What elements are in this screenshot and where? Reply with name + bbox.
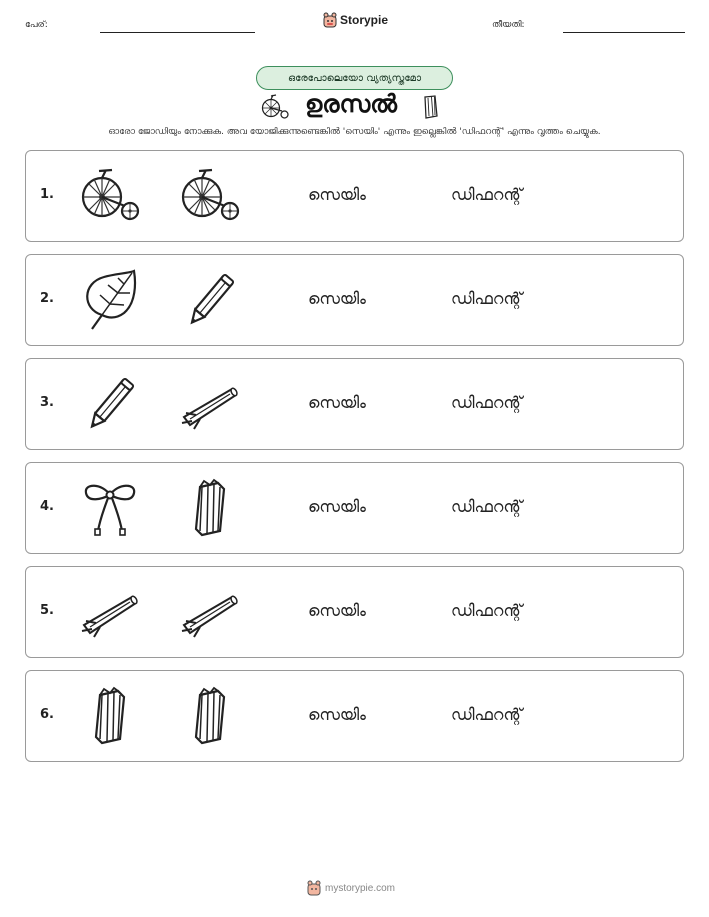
different-option[interactable]: ഡിഫറന്റ് bbox=[451, 289, 523, 308]
question-number: 2. bbox=[40, 291, 54, 306]
same-option[interactable]: സെയിം bbox=[308, 497, 366, 516]
bicycle-icon bbox=[260, 92, 290, 122]
bicycle-icon bbox=[78, 165, 142, 229]
question-row bbox=[25, 254, 684, 346]
worksheet-header bbox=[0, 0, 709, 40]
different-option[interactable]: ഡിഫറന്റ് bbox=[451, 393, 523, 412]
question-number: 5. bbox=[40, 603, 54, 618]
different-option[interactable]: ഡിഫറന്റ് bbox=[451, 185, 523, 204]
question-row bbox=[25, 150, 684, 242]
category-pill bbox=[256, 66, 453, 90]
page-title: ഉരസൽ bbox=[305, 90, 397, 118]
question-number: 6. bbox=[40, 707, 54, 722]
leaf-icon bbox=[78, 269, 142, 333]
stick-icon bbox=[178, 373, 242, 437]
wood-log-icon bbox=[420, 94, 440, 120]
same-option[interactable]: സെയിം bbox=[308, 185, 366, 204]
ribbon-bow-icon bbox=[78, 477, 142, 541]
wood-log-icon bbox=[178, 477, 242, 541]
name-field-line[interactable] bbox=[100, 32, 255, 33]
storypie-mascot-icon bbox=[307, 880, 321, 896]
question-number: 4. bbox=[40, 499, 54, 514]
question-row bbox=[25, 462, 684, 554]
title-row bbox=[0, 90, 709, 124]
storypie-mascot-icon bbox=[323, 12, 337, 28]
same-option[interactable]: സെയിം bbox=[308, 393, 366, 412]
bicycle-icon bbox=[178, 165, 242, 229]
wood-log-icon bbox=[178, 685, 242, 749]
stick-icon bbox=[78, 581, 142, 645]
footer-site-link[interactable]: mystorypie.com bbox=[325, 882, 396, 894]
question-row bbox=[25, 566, 684, 658]
question-row bbox=[25, 358, 684, 450]
brand-name: Storypie bbox=[340, 13, 389, 27]
different-option[interactable]: ഡിഫറന്റ് bbox=[451, 497, 523, 516]
same-option[interactable]: സെയിം bbox=[308, 705, 366, 724]
pencil-icon bbox=[78, 373, 142, 437]
footer bbox=[307, 880, 395, 896]
brand-logo bbox=[323, 12, 388, 28]
different-option[interactable]: ഡിഫറന്റ് bbox=[451, 601, 523, 620]
category-pill-label: ഒരേപോലെയോ വ്യത്യസ്തമോ bbox=[287, 72, 422, 84]
same-option[interactable]: സെയിം bbox=[308, 601, 366, 620]
instructions-text: ഓരോ ജോഡിയും നോക്കുക. അവ യോജിക്കുന്നുണ്ടെങ്കിൽ 'സെയിം' എന്നും ഇല്ലെങ്കിൽ 'ഡിഫറന്റ്' എന്നും വൃത്തം ചെയ്യുക. bbox=[108, 127, 601, 137]
question-row bbox=[25, 670, 684, 762]
date-label: തീയതി: bbox=[492, 20, 525, 30]
name-label: പേര്: bbox=[25, 20, 48, 30]
pencil-icon bbox=[178, 269, 242, 333]
wood-log-icon bbox=[78, 685, 142, 749]
stick-icon bbox=[178, 581, 242, 645]
same-option[interactable]: സെയിം bbox=[308, 289, 366, 308]
date-field-line[interactable] bbox=[563, 32, 685, 33]
different-option[interactable]: ഡിഫറന്റ് bbox=[451, 705, 523, 724]
question-number: 3. bbox=[40, 395, 54, 410]
question-number: 1. bbox=[40, 187, 54, 202]
